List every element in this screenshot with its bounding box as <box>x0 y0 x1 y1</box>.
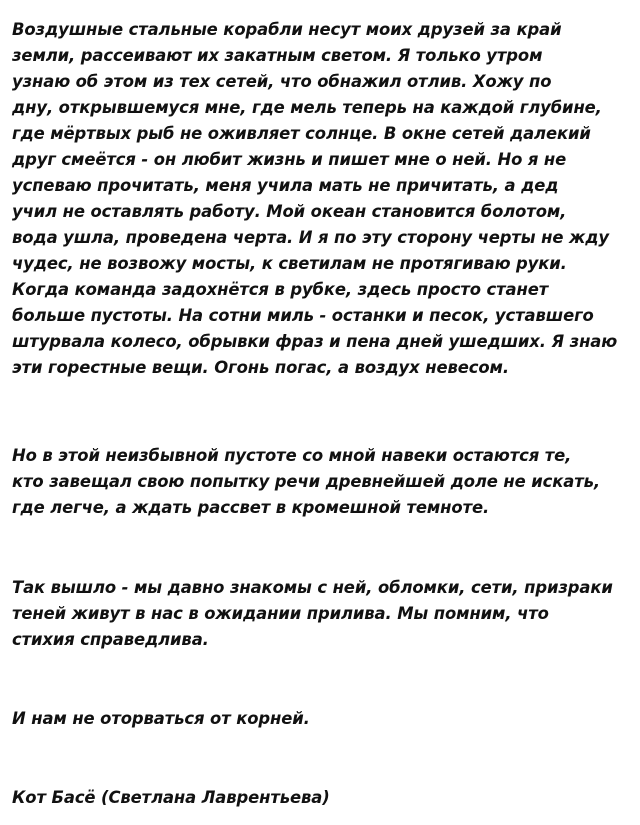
text-line: больше пустоты. На сотни миль - останки и песок, уставшего <box>12 306 594 325</box>
author-line: Кот Басё (Светлана Лаврентьева) <box>12 788 330 807</box>
text-line: теней живут в нас в ожидании прилива. Мы помним, что <box>12 604 549 623</box>
text-line: земли, рассеивают их закатным светом. Я только утром <box>12 46 543 65</box>
text-line: где легче, а ждать рассвет в кромешной темноте. <box>12 498 490 517</box>
text-line: Но в этой неизбывной пустоте со мной навеки остаются те, <box>12 446 572 465</box>
text-line: вода ушла, проведена черта. И я по эту сторону черты не жду <box>12 228 609 247</box>
text-line: дну, открывшемуся мне, где мель теперь на каждой глубине, <box>12 98 602 117</box>
text-line: Так вышло - мы давно знакомы с ней, обломки, сети, призраки <box>12 578 613 597</box>
text-line: учил не оставлять работу. Мой океан становится болотом, <box>12 202 567 221</box>
text-line: эти горестные вещи. Огонь погас, а воздух невесом. <box>12 358 509 377</box>
text-line: стихия справедлива. <box>12 630 209 649</box>
text-line: И нам не оторваться от корней. <box>12 709 310 728</box>
text-line: чудес, не возвожу мосты, к светилам не протягиваю руки. <box>12 254 567 273</box>
text-line: штурвала колесо, обрывки фраз и пена дней ушедших. Я знаю <box>12 332 618 351</box>
text-line: Когда команда задохнётся в рубке, здесь просто станет <box>12 280 549 299</box>
text-line: узнаю об этом из тех сетей, что обнажил отлив. Хожу по <box>12 72 552 91</box>
text-line: Воздушные стальные корабли несут моих друзей за край <box>12 20 562 39</box>
text-line: друг смеётся - он любит жизнь и пишет мне о ней. Но я не <box>12 150 567 169</box>
text-line: где мёртвых рыб не оживляет солнце. В окне сетей далекий <box>12 124 591 143</box>
text-line: кто завещал свою попытку речи древнейшей доле не искать, <box>12 472 601 491</box>
text-line: успеваю прочитать, меня учила мать не причитать, а дед <box>12 176 559 195</box>
